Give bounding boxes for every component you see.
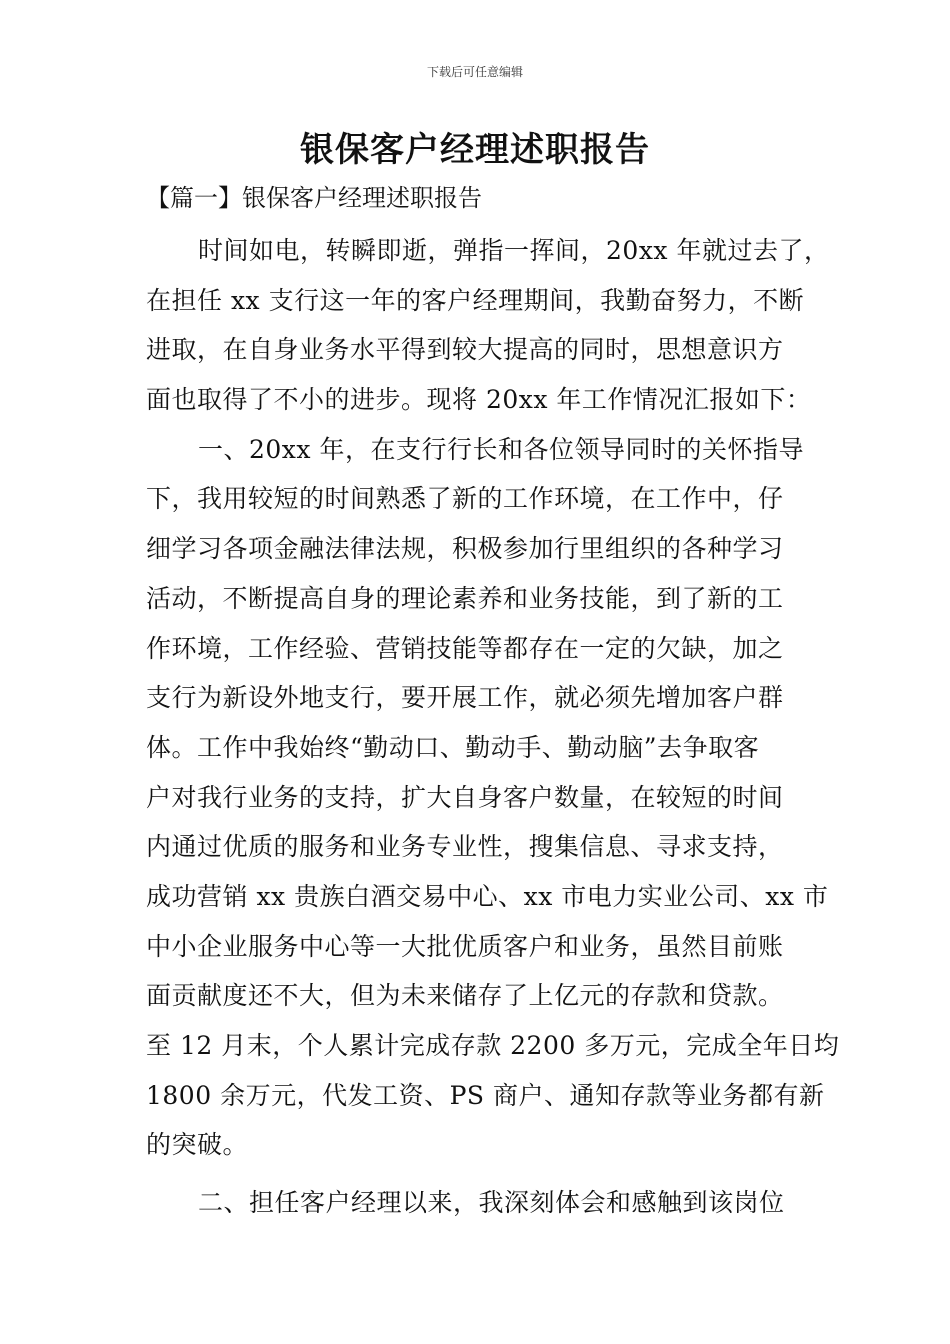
text-line: 作环境，工作经验、营销技能等都存在一定的欠缺，加之	[146, 633, 784, 663]
document-body	[146, 226, 840, 1228]
text-line: 中小企业服务中心等一大批优质客户和业务，虽然目前账	[146, 931, 784, 961]
section-heading: 【篇一】银保客户经理述职报告	[146, 184, 482, 212]
text-line: 支行为新设外地支行，要开展工作，就必须先增加客户群	[146, 683, 784, 713]
page-header-note: 下载后可任意编辑	[426, 65, 523, 79]
paragraph-2	[146, 425, 840, 1170]
text-line: 时间如电，转瞬即逝，弹指一挥间，20xx 年就过去了，	[198, 236, 830, 265]
text-line: 面贡献度还不大，但为未来储存了上亿元的存款和贷款。	[146, 981, 784, 1011]
text-line: 细学习各项金融法律法规，积极参加行里组织的各种学习	[146, 534, 784, 564]
text-line: 二、担任客户经理以来，我深刻体会和感触到该岗位	[198, 1188, 785, 1218]
text-line: 成功营销 xx 贵族白酒交易中心、xx 市电力实业公司、xx 市	[146, 881, 829, 911]
text-line: 内通过优质的服务和业务专业性，搜集信息、寻求支持，	[146, 832, 784, 862]
text-line: 的突破。	[146, 1130, 249, 1160]
text-line: 进取，在自身业务水平得到较大提高的同时，思想意识方	[146, 335, 784, 365]
text-line: 活动，不断提高自身的理论素养和业务技能，到了新的工	[146, 583, 784, 613]
text-line: 1800 余万元，代发工资、PS 商户、通知存款等业务都有新	[146, 1080, 825, 1110]
text-line: 体。工作中我始终“勤动口、勤动手、勤动脑”去争取客	[146, 732, 760, 762]
text-line: 至 12 月末，个人累计完成存款 2200 多万元，完成全年日均	[146, 1031, 840, 1060]
text-line: 下，我用较短的时间熟悉了新的工作环境，在工作中，仔	[146, 484, 784, 514]
text-line: 户对我行业务的支持，扩大自身客户数量，在较短的时间	[146, 782, 784, 812]
paragraph-3	[146, 1178, 826, 1228]
paragraph-1	[146, 226, 830, 425]
text-line: 在担任 xx 支行这一年的客户经理期间，我勤奋努力，不断	[146, 285, 805, 315]
paragraph-spacer	[146, 1170, 826, 1178]
text-line: 一、20xx 年，在支行行长和各位领导同时的关怀指导	[198, 434, 804, 464]
text-line: 面也取得了不小的进步。现将 20xx 年工作情况汇报如下：	[146, 385, 812, 415]
document-title: 银保客户经理述职报告	[300, 130, 650, 170]
